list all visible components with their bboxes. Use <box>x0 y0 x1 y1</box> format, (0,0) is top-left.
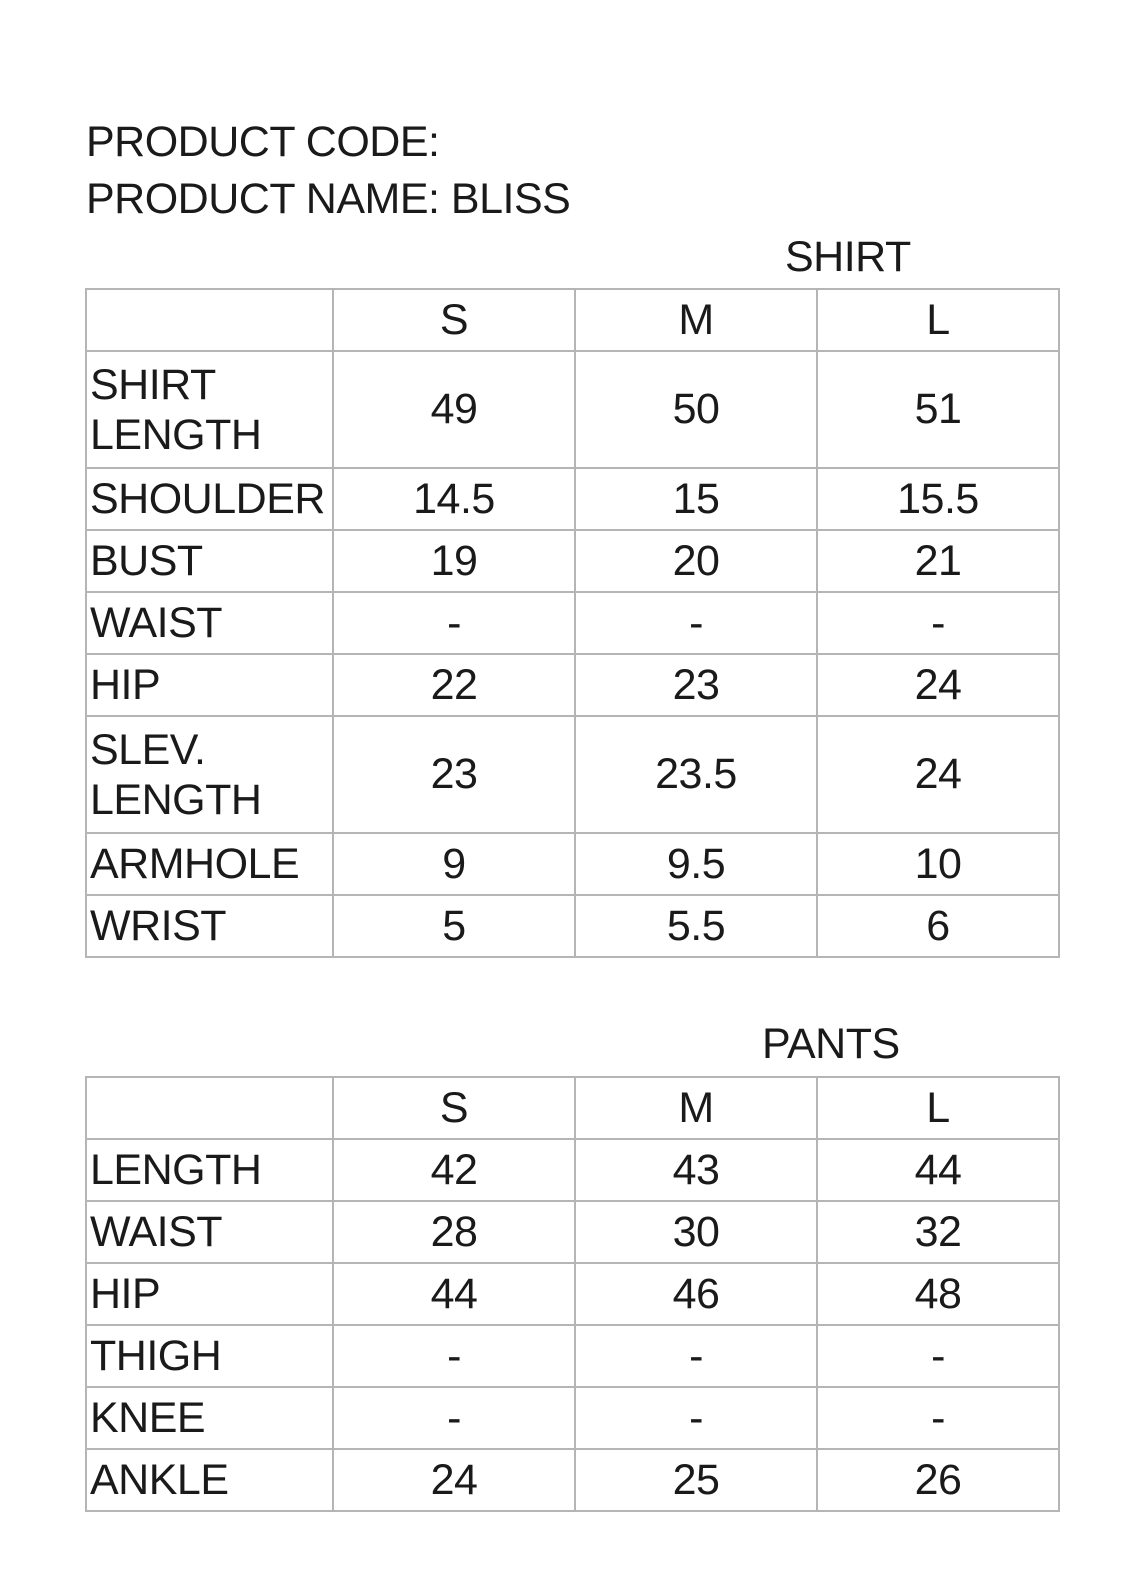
size-header-l: L <box>817 1077 1059 1139</box>
cell-value: 23 <box>333 716 575 833</box>
cell-value: - <box>575 592 817 654</box>
table-row <box>86 1325 1059 1387</box>
cell-value: - <box>817 592 1059 654</box>
cell-value: 30 <box>575 1201 817 1263</box>
cell-value: 24 <box>817 716 1059 833</box>
cell-value: 28 <box>333 1201 575 1263</box>
cell-value: 24 <box>333 1449 575 1511</box>
cell-value: - <box>817 1387 1059 1449</box>
row-label: WAIST <box>86 1201 333 1263</box>
product-name: PRODUCT NAME: BLISS <box>86 175 571 223</box>
table-row <box>86 1201 1059 1263</box>
table-row <box>86 592 1059 654</box>
cell-value: 6 <box>817 895 1059 957</box>
cell-value: - <box>575 1325 817 1387</box>
cell-value: 15.5 <box>817 468 1059 530</box>
row-label: KNEE <box>86 1387 333 1449</box>
cell-value: 9 <box>333 833 575 895</box>
cell-value: - <box>333 592 575 654</box>
row-label: WAIST <box>86 592 333 654</box>
shirt-size-table <box>85 288 1060 958</box>
cell-value: 21 <box>817 530 1059 592</box>
cell-value: - <box>333 1325 575 1387</box>
corner-cell <box>86 289 333 351</box>
pants-section-title: PANTS <box>762 1020 900 1068</box>
product-code: PRODUCT CODE: <box>86 118 440 166</box>
table-row <box>86 351 1059 468</box>
row-label: LENGTH <box>86 1139 333 1201</box>
row-label: SLEV. LENGTH <box>86 716 333 833</box>
row-label: SHIRT LENGTH <box>86 351 333 468</box>
table-row <box>86 716 1059 833</box>
cell-value: 23.5 <box>575 716 817 833</box>
cell-value: 5 <box>333 895 575 957</box>
cell-value: 20 <box>575 530 817 592</box>
size-header-m: M <box>575 289 817 351</box>
cell-value: 44 <box>333 1263 575 1325</box>
shirt-section-title: SHIRT <box>785 233 911 281</box>
cell-value: 14.5 <box>333 468 575 530</box>
cell-value: 25 <box>575 1449 817 1511</box>
cell-value: 48 <box>817 1263 1059 1325</box>
cell-value: - <box>817 1325 1059 1387</box>
size-header-s: S <box>333 289 575 351</box>
cell-value: - <box>575 1387 817 1449</box>
size-header-l: L <box>817 289 1059 351</box>
cell-value: 46 <box>575 1263 817 1325</box>
row-label: WRIST <box>86 895 333 957</box>
cell-value: 5.5 <box>575 895 817 957</box>
table-row <box>86 1449 1059 1511</box>
cell-value: 51 <box>817 351 1059 468</box>
row-label: SHOULDER <box>86 468 333 530</box>
table-header-row <box>86 289 1059 351</box>
table-row <box>86 895 1059 957</box>
cell-value: 15 <box>575 468 817 530</box>
cell-value: 10 <box>817 833 1059 895</box>
table-row <box>86 654 1059 716</box>
cell-value: 9.5 <box>575 833 817 895</box>
row-label: BUST <box>86 530 333 592</box>
table-row <box>86 530 1059 592</box>
row-label: THIGH <box>86 1325 333 1387</box>
cell-value: 49 <box>333 351 575 468</box>
cell-value: - <box>333 1387 575 1449</box>
cell-value: 32 <box>817 1201 1059 1263</box>
pants-size-table <box>85 1076 1060 1512</box>
cell-value: 43 <box>575 1139 817 1201</box>
table-row <box>86 1263 1059 1325</box>
size-header-m: M <box>575 1077 817 1139</box>
table-row <box>86 468 1059 530</box>
table-row <box>86 1139 1059 1201</box>
row-label: ARMHOLE <box>86 833 333 895</box>
cell-value: 26 <box>817 1449 1059 1511</box>
corner-cell <box>86 1077 333 1139</box>
row-label: HIP <box>86 654 333 716</box>
row-label: HIP <box>86 1263 333 1325</box>
size-header-s: S <box>333 1077 575 1139</box>
table-row <box>86 1387 1059 1449</box>
cell-value: 23 <box>575 654 817 716</box>
cell-value: 44 <box>817 1139 1059 1201</box>
table-header-row <box>86 1077 1059 1139</box>
cell-value: 19 <box>333 530 575 592</box>
cell-value: 24 <box>817 654 1059 716</box>
table-row <box>86 833 1059 895</box>
cell-value: 22 <box>333 654 575 716</box>
row-label: ANKLE <box>86 1449 333 1511</box>
cell-value: 50 <box>575 351 817 468</box>
cell-value: 42 <box>333 1139 575 1201</box>
